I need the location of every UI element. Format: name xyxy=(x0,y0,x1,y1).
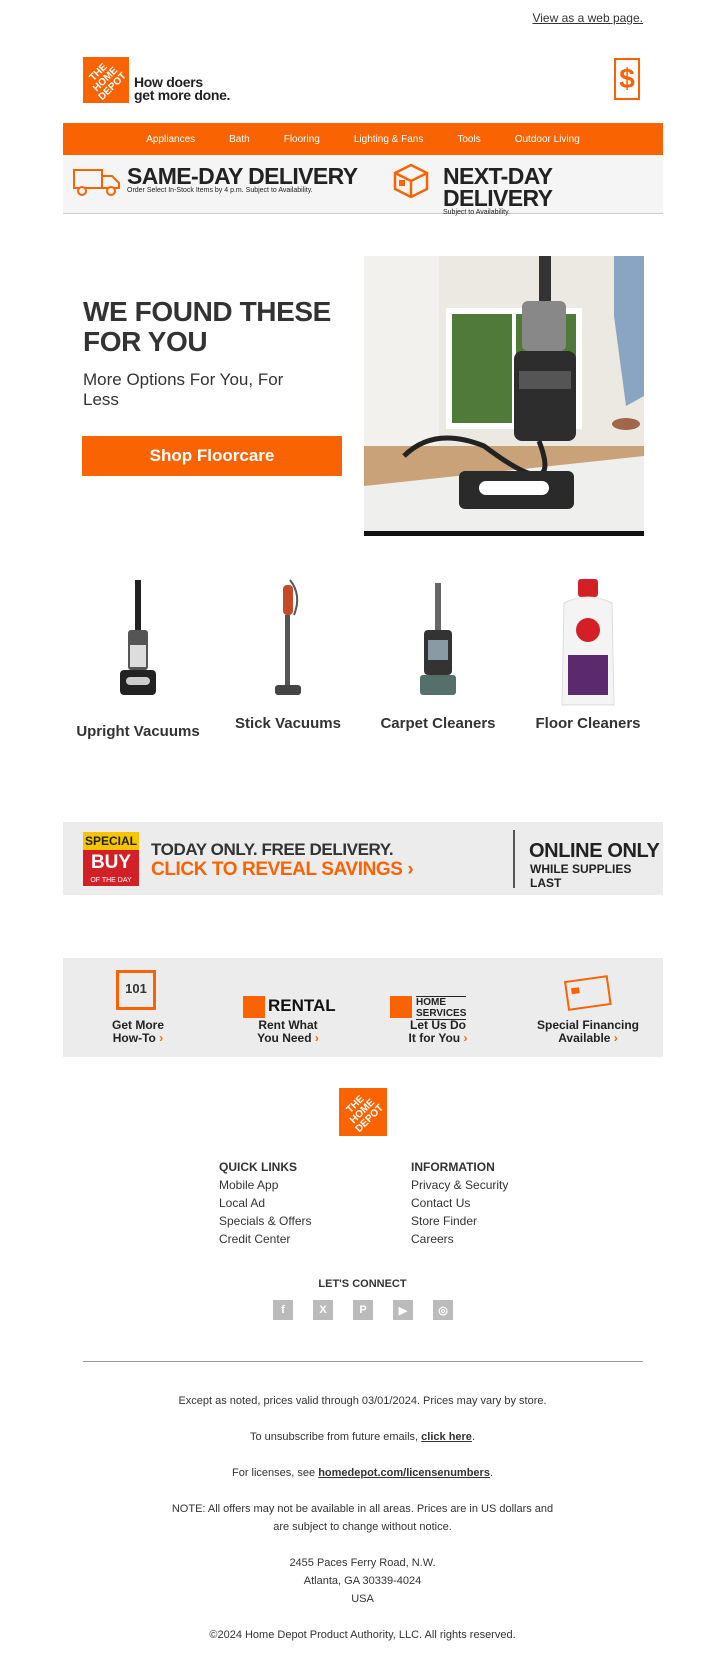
home-depot-logo[interactable] xyxy=(83,57,129,103)
unsubscribe-period: . xyxy=(471,1431,475,1443)
badge-of-the-day: OF THE DAY xyxy=(83,876,139,886)
product-upright-vacuums[interactable] xyxy=(68,575,208,740)
same-day-title: SAME-DAY DELIVERY xyxy=(127,163,358,189)
link-store-finder[interactable]: Store Finder xyxy=(411,1214,478,1228)
instagram-icon[interactable]: ◎ xyxy=(433,1300,453,1320)
arrow-icon: › xyxy=(613,1031,618,1045)
license-link[interactable]: homedepot.com/licensenumbers xyxy=(318,1467,490,1479)
nav-flooring[interactable]: Flooring xyxy=(283,133,320,145)
license-notice xyxy=(0,1464,725,1482)
lets-connect-heading: LET'S CONNECT xyxy=(318,1278,407,1290)
hero-subheading: More Options For You, For Less xyxy=(83,370,284,409)
service-rental-line-2: You Need xyxy=(257,1031,312,1045)
product-label-floor: Floor Cleaners xyxy=(535,715,641,732)
home-services-logo-icon xyxy=(390,996,412,1018)
next-day-delivery xyxy=(443,165,663,216)
special-divider xyxy=(513,830,515,888)
same-day-delivery xyxy=(127,165,358,194)
service-home-services[interactable] xyxy=(363,970,513,1045)
rental-logo-icon xyxy=(243,996,265,1018)
workshops-101-icon: 101 xyxy=(116,970,156,1010)
rental-text: RENTAL xyxy=(268,996,336,1015)
arrow-icon: › xyxy=(159,1031,164,1045)
unsubscribe-notice xyxy=(0,1428,725,1446)
same-day-subtitle: Order Select In-Stock Items by 4 p.m. Subject to Availability. xyxy=(127,187,313,194)
service-home-line-1: Let Us Do xyxy=(409,1018,466,1032)
box-icon xyxy=(393,163,429,199)
hero-heading xyxy=(83,297,333,357)
link-credit-center[interactable]: Credit Center xyxy=(219,1232,291,1246)
pinterest-icon[interactable]: P xyxy=(353,1300,373,1320)
address-line-3: USA xyxy=(351,1593,374,1605)
service-workshops-line-1: Get More xyxy=(111,1018,164,1032)
next-day-title: NEXT-DAY DELIVERY xyxy=(443,163,553,211)
youtube-icon[interactable]: ▶ xyxy=(393,1300,413,1320)
special-reveal-link[interactable]: CLICK TO REVEAL SAVINGS › xyxy=(151,859,414,880)
nav-bath[interactable]: Bath xyxy=(229,133,250,145)
unsubscribe-text: To unsubscribe from future emails, xyxy=(249,1431,422,1443)
footer-logo-text: THE HOME DEPOT xyxy=(344,1093,386,1135)
stick-vacuum-image xyxy=(218,575,358,715)
product-label-upright: Upright Vacuums xyxy=(76,723,200,740)
link-local-ad[interactable]: Local Ad xyxy=(219,1196,266,1210)
link-contact-us[interactable]: Contact Us xyxy=(411,1196,471,1210)
offers-note-line-2: are subject to change without notice. xyxy=(273,1521,452,1533)
link-mobile-app[interactable]: Mobile App xyxy=(219,1178,279,1192)
special-buy-banner[interactable] xyxy=(63,822,663,895)
product-stick-vacuums[interactable] xyxy=(218,575,358,732)
next-day-subtitle: Subject to Availability. xyxy=(443,209,511,216)
hero-heading-line-1: WE FOUND THESE xyxy=(83,296,331,327)
address xyxy=(0,1554,725,1608)
carpet-cleaner-image xyxy=(368,575,508,715)
link-careers[interactable]: Careers xyxy=(411,1232,454,1246)
logo-text: THE HOME DEPOT xyxy=(87,61,129,103)
service-workshops[interactable] xyxy=(63,970,213,1045)
credit-card-icon xyxy=(563,974,613,1014)
x-twitter-icon[interactable]: X xyxy=(313,1300,333,1320)
copyright: ©2024 Home Depot Product Authority, LLC. All rights reserved. xyxy=(209,1629,516,1641)
nav-appliances[interactable]: Appliances xyxy=(146,133,196,145)
quick-links xyxy=(219,1158,311,1248)
offers-note xyxy=(0,1500,725,1536)
badge-special: SPECIAL xyxy=(84,834,137,848)
product-label-carpet: Carpet Cleaners xyxy=(380,715,496,732)
unsubscribe-link[interactable]: click here xyxy=(421,1431,472,1443)
home-services-text-2: SERVICES xyxy=(416,1008,467,1019)
shop-floorcare-button[interactable]: Shop Floorcare xyxy=(82,436,342,476)
product-floor-cleaners[interactable] xyxy=(518,575,658,732)
footer-divider xyxy=(83,1361,643,1362)
nav-tools[interactable]: Tools xyxy=(457,133,481,145)
floor-cleaner-bottle-image xyxy=(518,575,658,715)
product-label-stick: Stick Vacuums xyxy=(235,715,341,732)
service-rental[interactable] xyxy=(213,970,363,1045)
information-title: INFORMATION xyxy=(411,1160,495,1174)
hero-heading-line-2: FOR YOU xyxy=(83,326,208,357)
service-workshops-line-2: How-To xyxy=(112,1031,156,1045)
social-icons xyxy=(273,1300,453,1320)
product-carpet-cleaners[interactable] xyxy=(368,575,508,732)
service-financing-line-2: Available xyxy=(558,1031,611,1045)
home-services-text-1: HOME xyxy=(416,997,446,1008)
link-privacy-security[interactable]: Privacy & Security xyxy=(411,1178,509,1192)
tagline-line-2: get more done. xyxy=(134,87,231,103)
arrow-icon: › xyxy=(463,1031,468,1045)
address-line-1: 2455 Paces Ferry Road, N.W. xyxy=(289,1557,436,1569)
footer-home-depot-logo[interactable] xyxy=(339,1088,387,1136)
license-text: For licenses, see xyxy=(231,1467,319,1479)
license-period: . xyxy=(489,1467,494,1479)
delivery-banner[interactable] xyxy=(63,155,663,214)
dollar-icon[interactable]: $ xyxy=(614,58,640,100)
services-bar xyxy=(63,958,663,1057)
badge-buy: BUY xyxy=(83,850,139,876)
facebook-icon[interactable]: f xyxy=(273,1300,293,1320)
truck-icon xyxy=(73,167,121,197)
service-financing-line-1: Special Financing xyxy=(536,1018,640,1032)
prices-notice: Except as noted, prices valid through 03/01/2024. Prices may vary by store. xyxy=(178,1395,547,1407)
upright-vacuum-image xyxy=(68,575,208,715)
service-financing[interactable] xyxy=(513,970,663,1045)
hero-vacuum-image[interactable] xyxy=(364,256,644,536)
online-only: ONLINE ONLY xyxy=(529,840,660,862)
hero-vacuum-illustration xyxy=(364,256,644,536)
quick-links-title: QUICK LINKS xyxy=(219,1160,297,1174)
information-links xyxy=(411,1158,508,1248)
service-home-line-2: It for You xyxy=(408,1031,461,1045)
tagline-line-1: How doers xyxy=(134,74,203,90)
service-rental-line-1: Rent What xyxy=(258,1018,318,1032)
arrow-icon: › xyxy=(314,1031,319,1045)
view-web-link[interactable]: View as a web page. xyxy=(532,11,643,25)
special-buy-badge xyxy=(83,832,139,888)
address-line-2: Atlanta, GA 30339-4024 xyxy=(303,1575,422,1587)
home-services-text xyxy=(416,996,466,1020)
offers-note-line-1: NOTE: All offers may not be available in all areas. Prices are in US dollars and xyxy=(171,1503,554,1515)
nav-outdoor-living[interactable]: Outdoor Living xyxy=(514,133,580,145)
nav-bar xyxy=(63,123,663,155)
while-supplies-last: WHILE SUPPLIES LAST xyxy=(530,862,632,890)
nav-lighting-fans[interactable]: Lighting & Fans xyxy=(353,133,424,145)
special-line-1: TODAY ONLY. FREE DELIVERY. xyxy=(151,840,394,859)
link-specials-offers[interactable]: Specials & Offers xyxy=(219,1214,312,1228)
tagline xyxy=(134,76,230,102)
